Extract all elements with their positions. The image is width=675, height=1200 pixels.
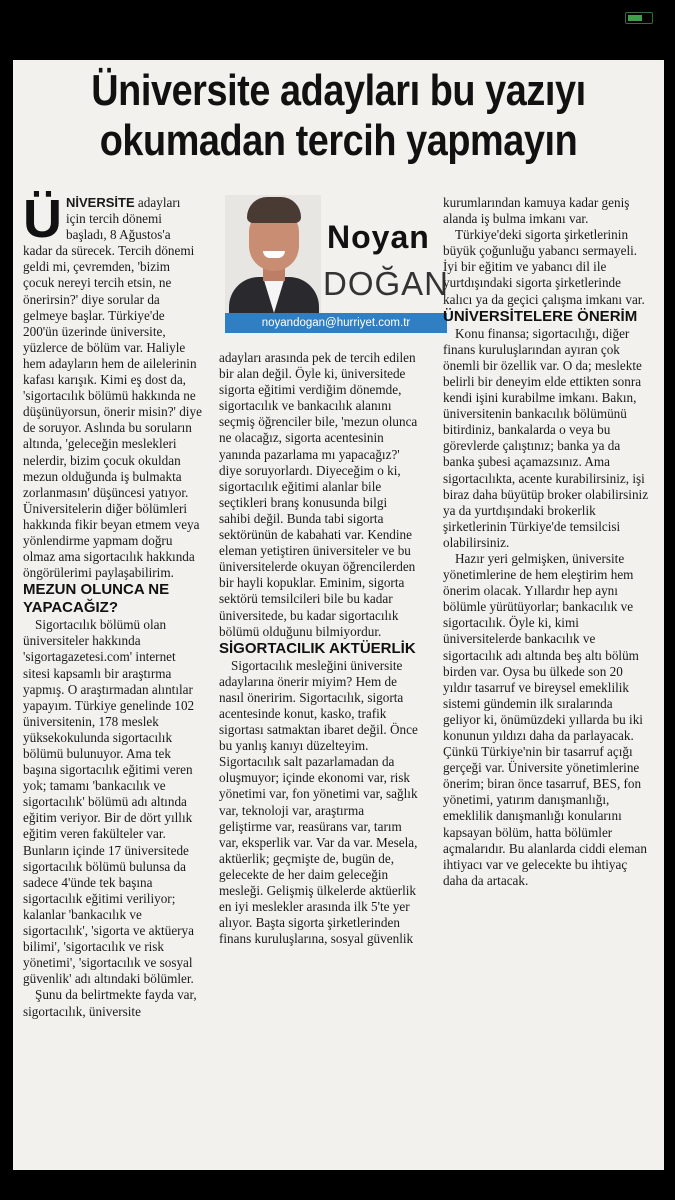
col1-paragraph-3: Şunu da belirtmekte fayda var, sigortacılık, üniversite bbox=[23, 987, 197, 1019]
column-2 bbox=[219, 350, 419, 947]
col1-paragraph-2: Sigortacılık bölümü olan üniversiteler hakkında 'sigortagazetesi.com' internet sitesi kapsamlı bir araştırma yapmış. O araştırmadan alıntılar yapayım. Türkiye genelinde 102 üniversitenin, 178 meslek yüksekokulunda sigortacılık bölümü bulunuyor. Ama tek başına sigortacılık eğitimi veren yok; tamamı 'bankacılık ve sigortacılık' bölümü adı altında eğitim veriyor. Bir de dört yıllık eğitim veren fakülteler var. Bunların içinde 17 üniversitede sigortacılık bölümü bulunsa da sadece 4'ünde tek başına sigortacılık eğitimi veriliyor; kalanlar 'bankacılık ve sigortacılık', 'sigorta ve aktüerya bilimi', 'sigortacılık ve risk yönetimi', 'sigortacılık ve sosyal güvenlik' adı altındaki bölümler. bbox=[23, 617, 195, 987]
headline-line-2: okumadan tercih yapmayın bbox=[99, 116, 578, 165]
lead-word: NİVERSİTE bbox=[66, 195, 135, 210]
col3-paragraph-2: Türkiye'deki sigorta şirketlerinin büyük çoğunluğu yabancı sermayeli. İyi bir eğitim ve yabancı dil ile yurtdışındaki sigorta şirketlerinde kalıcı ya da geçici çalışma imkanı var. bbox=[443, 227, 645, 307]
author-email: noyandogan@hurriyet.com.tr bbox=[225, 313, 447, 333]
author-photo bbox=[225, 195, 321, 313]
author-first-name: Noyan bbox=[327, 219, 430, 255]
newspaper-article bbox=[13, 60, 664, 1170]
col1-paragraph-1: adayları için tercih dönemi başladı, 8 Ağustos'a kadar da sürecek. Tercih dönemi geldi mi, çevremden, 'bizim çocuk nereyi tercih etsin, ne önerirsin?' diye sorular da gelmeye başlar. Türkiye'de 200'ün üzerinde üniversite, yüzlerce de bölüm var. Haliyle hem adayların hem de ailelerinin kafası karışık. Kimi eş dost da, 'sigortacılık bölümü hakkında ne düşünüyorsun, önerir misin?' diye de soruyor. Aslında bu soruların altında, 'geleceğin meslekleri nelerdir, bizim çocuk okuldan mezun olduğunda iş bulmakta zorlanmasın' düşüncesi yatıyor. Üniversitelerin diğer bölümleri hakkında fikir beyan etmem veya yönlendirme yapmam doğru olmaz ama sigortacılık hakkında öngörülerimi paylaşabilirim. bbox=[23, 195, 202, 581]
subhead-sigortacilik-akturlik: SİGORTACILIK AKTÜERLİK bbox=[219, 639, 416, 657]
battery-icon bbox=[625, 12, 653, 24]
headline bbox=[59, 66, 619, 166]
col2-paragraph-2: Sigortacılık mesleğini üniversite adaylarına önerir miyim? Hem de nasıl öneririm. Sigortacılık, sigorta acentesinde konut, kasko, trafik sigortası satmaktan ibaret değil. Önce bu yanlış kanıyı düzelteyim. Sigortacılık salt pazarlamadan da oluşmuyor; içinde ekonomi var, risk yönetimi var, fon yönetimi var, sağlık var, teknoloji var, araştırma geliştirme var, reasürans var, tarım var, eksperlik var. Var da var. Mesela, aktüerlik; geçmişte de, bugün de, gelecekte de her daim geleceğin mesleği. Gelişmiş ülkelerde aktüerlik en iyi meslekler arasında ilk 5'te yer alıyor. Başta sigorta şirketlerinden finans kuruluşlarına, sosyal güvenlik bbox=[219, 657, 418, 947]
col3-paragraph-1: kurumlarından kamuya kadar geniş alanda iş bulma imkanı var. bbox=[443, 195, 630, 227]
col3-paragraph-3: Konu finansa; sigortacılığı, diğer finans kuruluşlarından ayıran çok önemli bir özellik var. O da; meslekte belirli bir deneyim elde ettikten sonra kendi işini kurabilme imkanı. Bakın, üniversitenin bankacılık bölümünü bitirdiniz, bankalarda o veya bu görevlerde çalıştınız; banka ya da banka şubesi açamazsınız. Ama sigortacılıkta, acente kurabilirsiniz, işi biraz daha büyütüp broker olabilirsiniz ya da yurtdışındaki brokerlik şirketlerinin Türkiye'de temsilcisi olabilirsiniz. bbox=[443, 325, 649, 550]
bottom-bar bbox=[0, 1170, 675, 1200]
col2-paragraph-1: adayları arasında pek de tercih edilen bir alan değil. Öyle ki, üniversitede sigorta eğitimi verdiğim dönemde, sigortacılık ve bankacılık alanını seçmiş öğrenciler bile, 'mezun olunca ne olacağız, sigorta acentesinin yanında pazarlama mı yapacağız?' diye soruyorlardı. Diyeceğim o ki, sigortacılık eğitimi alanlar bile seçtikleri branş konusunda bilgi sahibi değil. Bunda tabi sigorta sektörünün de kabahati var. Kendine eleman yetiştiren üniversiteler ve bu üniversitelerde okuyan öğrencilerden bir hayli kopuklar. Eminim, sigorta sektörü temsilcileri bile bu kadar üniversitede, bu kadar sigortacılık bölümü olduğunu bilmiyordur. bbox=[219, 350, 418, 639]
subhead-mezun-olunca: MEZUN OLUNCA NE YAPACAĞIZ? bbox=[23, 581, 170, 617]
subhead-universitelere-onerim: ÜNİVERSİTELERE ÖNERİM bbox=[443, 307, 638, 325]
col3-paragraph-4: Hazır yeri gelmişken, üniversite yönetimlerine de hem eleştirim hem önerim olacak. Yıllardır hep aynı bölümle yürütüyorlar; bankacılık ve sigortacılık. Öyle ki, kimi üniversitelerde bankacılık ve sigortacılık adı altında beş altı bölüm birden var. Oysa bu ülkede son 20 yıldır tasarruf ve bireysel emeklilik sistemi gündemin ilk sıralarında geliyor ki, önümüzdeki yıllarda bu iki konunun yıldızı daha da parlayacak. Çünkü Türkiye'nin bir tasarruf açığı gerçeği var. Üniversite yönetimlerine önerim; biran önce tasarruf, BES, fon yönetimi, yatırım danışmanlığı, emeklilik danışmanlığı konularını kapsayan bölüm, hatta bölümler açmalarıdır. Bu alanlarda ciddi eleman ihtiyacı var ve gelecekte bu ihtiyaç daha da artacak. bbox=[443, 550, 647, 888]
author-box bbox=[219, 195, 450, 340]
drop-cap: Ü bbox=[23, 189, 62, 249]
column-3 bbox=[443, 195, 653, 889]
headline-line-1: Üniversite adayları bu yazıyı bbox=[91, 66, 586, 115]
column-1 bbox=[23, 189, 203, 1020]
author-last-name: DOĞAN bbox=[323, 265, 450, 302]
